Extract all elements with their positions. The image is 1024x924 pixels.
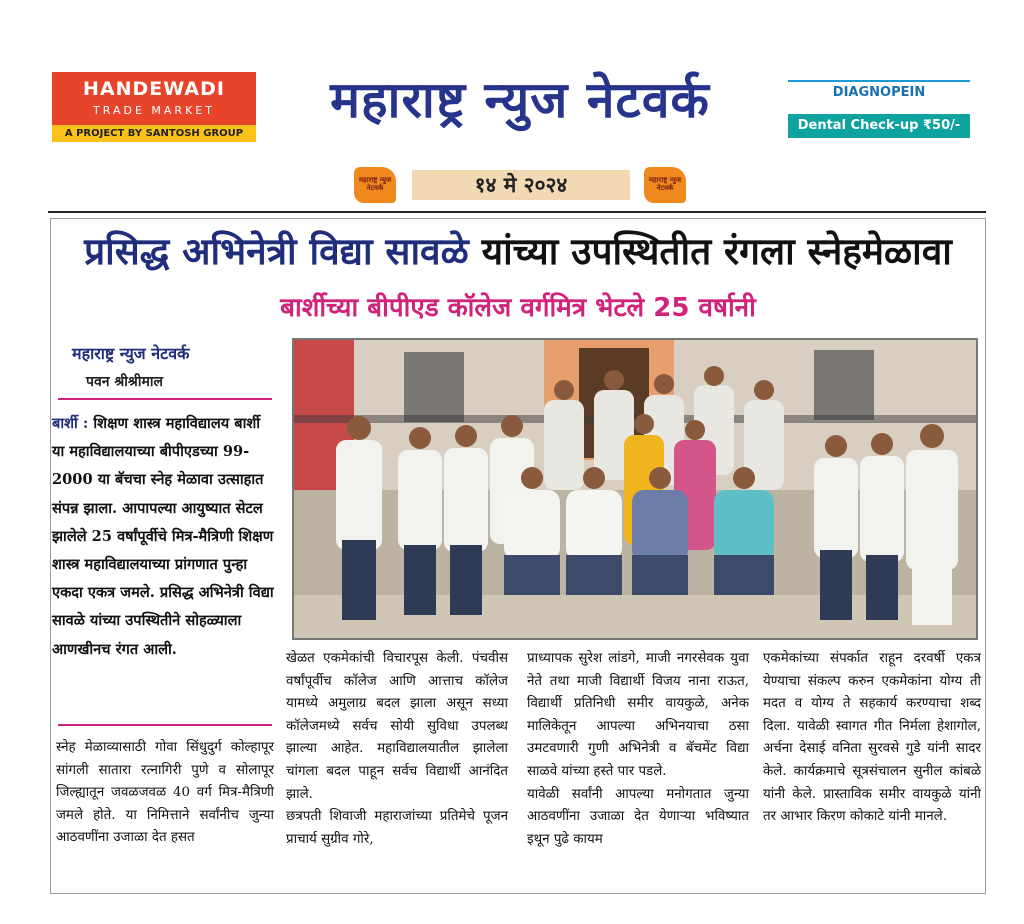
column-4-text: एकमेकांच्या संपर्कात राहून दरवर्षी एकत्र येण्याचा संकल्प करुन एकमेकांना योग्य ती मदत व योग्य ते सहकार्य करण्याचा शब्द दिला. यावेळी स्वागत गीत निर्मला हेशागोल, अर्चना देसाई वनिता सुरवसे गुडे यांनी सादर केले. कार्यक्रमाचे सूत्रसंचालन सुनील कांबळे यांनी केले. प्रास्ताविक समीर वायकुळे यांनी तर आभार किरण कोकाटे यांनी मानले.: [763, 651, 981, 825]
lead-divider: [58, 724, 272, 726]
map-logo-text-right: महाराष्ट्र न्युज नेटवर्क: [648, 176, 682, 192]
map-logo-text: महाराष्ट्र न्युज नेटवर्क: [358, 176, 392, 192]
group-photo-illustration: [294, 340, 976, 638]
article-column-3: [527, 648, 749, 888]
ad-handewadi[interactable]: [52, 72, 256, 142]
ad-diagnopein-brand: DIAGNOPEIN: [788, 80, 970, 104]
ad-handewadi-subtitle: TRADE MARKET: [93, 104, 215, 117]
headline-part2: यांच्या उपस्थितीत रंगला स्नेहमेळावा: [481, 230, 952, 273]
issue-date: १४ मे २०२४: [412, 170, 630, 200]
map-logo-icon: [354, 167, 396, 203]
article-column-1: [56, 737, 274, 887]
masthead-divider: [48, 211, 986, 213]
byline-author: पवन श्रीश्रीमाल: [86, 374, 163, 390]
article-headline: [52, 224, 984, 280]
ad-handewadi-tagline: A PROJECT BY SANTOSH GROUP: [52, 125, 256, 142]
map-logo-icon-right: [644, 167, 686, 203]
lead-paragraph: [52, 410, 276, 716]
column-1-text: स्नेह मेळाव्यासाठी गोवा सिंधुदुर्ग कोल्हापूर सांगली सातारा रत्नागिरी पुणे व सोलापूर जिल्ह्यातून जवळजवळ 40 वर्ग मित्र-मैत्रिणी जमले होते. या निमित्ताने सर्वांनीच जुन्या आठवणींना उजाळा देत हसत: [56, 740, 274, 846]
article-column-2: [286, 648, 508, 888]
byline-organization: महाराष्ट्र न्युज नेटवर्क: [72, 344, 190, 363]
column-3-para-2: यावेळी सर्वांनी आपल्या मनोगतात जुन्या आठवणींना उजाळा देत येणाऱ्या भविष्यात इथून पुढे कायम: [527, 786, 749, 847]
dateline-place: बार्शी :: [52, 415, 89, 432]
ad-handewadi-title: HANDEWADI: [83, 78, 225, 100]
headline-part1: प्रसिद्ध अभिनेत्री विद्या सावळे: [84, 230, 469, 273]
ad-diagnopein-offer: Dental Check-up ₹50/-: [788, 114, 970, 138]
article-subheadline: बार्शीच्या बीपीएड कॉलेज वर्गमित्र भेटले 25 वर्षानी: [280, 293, 756, 323]
lead-text: शिक्षण शास्त्र महाविद्यालय बार्शी या महाविद्यालयाच्या बीपीएडच्या 99- 2000 या बॅचचा स्नेह मेळावा उत्साहात संपन्न झाला. आपापल्या आयुष्यात सेटल झालेले 25 वर्षांपूर्वीचे मित्र-मैत्रिणी शिक्षण शास्त्र महाविद्यालयाच्या प्रांगणात पुन्हा एकदा एकत्र जमले. प्रसिद्ध अभिनेत्री विद्या सावळे यांच्या उपस्थितीने सोहळ्याला आणखीनच रंगत आली.: [52, 415, 274, 658]
ad-diagnopein[interactable]: [788, 80, 970, 138]
article-column-4: [763, 648, 981, 888]
column-2-para-1: खेळत एकमेकांची विचारपूस केली. पंचवीस वर्षांपूर्वीच कॉलेज आणि आत्ताच कॉलेज यामध्ये अमुलाग्र बदल झाला असून सध्या कॉलेजमध्ये सर्वच सोयी सुविधा उपलब्ध झाल्या आहेत. महाविद्यालयातील झालेला चांगला बदल पाहून सर्वच विद्यार्थी आनंदित झाले.: [286, 651, 508, 802]
group-photo: [292, 338, 978, 640]
column-2-para-2: छत्रपती शिवाजी महाराजांच्या प्रतिमेचे पूजन प्राचार्य सुग्रीव गोरे,: [286, 809, 508, 847]
masthead-title: महाराष्ट्र न्युज नेटवर्क: [330, 71, 710, 129]
byline-divider: [58, 398, 272, 400]
column-3-para-1: प्राध्यापक सुरेश लांडगे, माजी नगरसेवक युवा नेते तथा माजी विद्यार्थी विजय नाना राऊत, विद्यार्थी प्रतिनिधी समीर वायकुळे, अनेक मालिकेतून आपल्या अभिनयाचा ठसा उमटवणारी गुणी अभिनेत्री व बॅचमेंट विद्या साळवे यांच्या हस्ते पार पडले.: [527, 651, 749, 779]
